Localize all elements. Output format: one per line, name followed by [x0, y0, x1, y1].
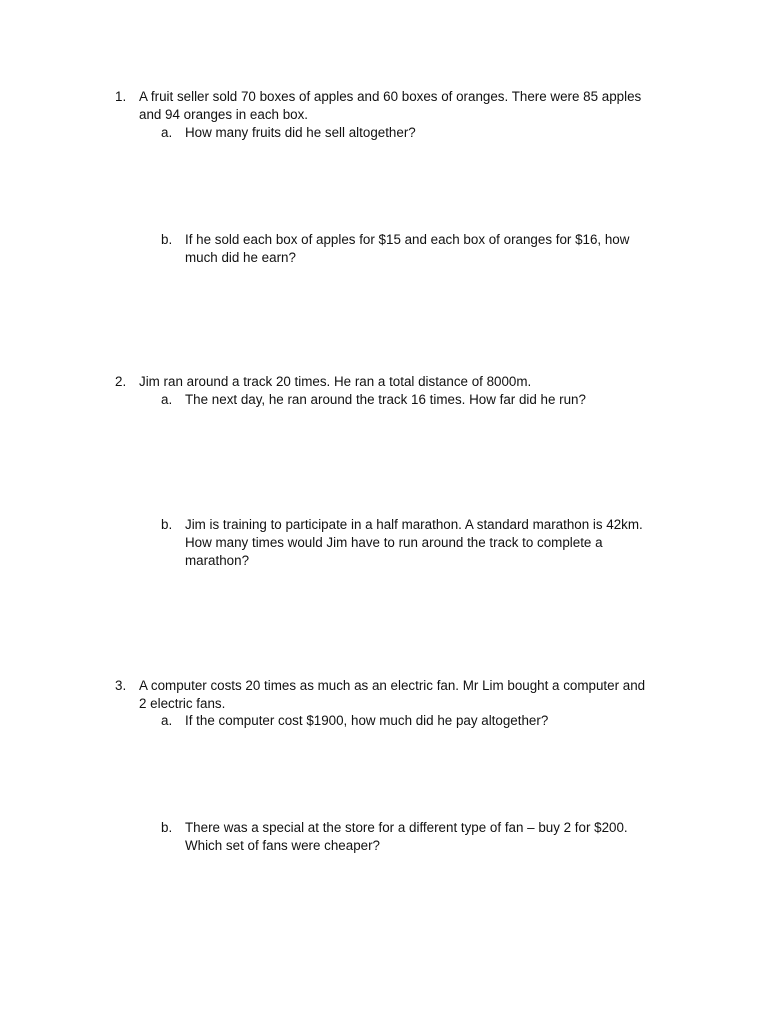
part-text-line: much did he earn?: [185, 250, 296, 265]
part-text-line: How many fruits did he sell altogether?: [185, 125, 416, 140]
question-text-line: and 94 oranges in each box.: [139, 107, 308, 122]
part-label: a.: [161, 125, 173, 140]
part-text-line: There was a special at the store for a different type of fan – buy 2 for $200.: [185, 820, 628, 835]
question-number: 2.: [115, 374, 127, 389]
part-label: b.: [161, 820, 173, 835]
question-number: 1.: [115, 89, 127, 104]
question-number: 3.: [115, 678, 127, 693]
part-label: b.: [161, 232, 173, 247]
part-label: a.: [161, 713, 173, 728]
part-label: b.: [161, 517, 173, 532]
part-text-line: Jim is training to participate in a half marathon. A standard marathon is 42km.: [185, 517, 643, 532]
part-text-line: If the computer cost $1900, how much did he pay altogether?: [185, 713, 549, 728]
question-text-line: Jim ran around a track 20 times. He ran a total distance of 8000m.: [139, 374, 532, 389]
question-text-line: A computer costs 20 times as much as an electric fan. Mr Lim bought a computer and: [139, 678, 646, 693]
part-text-line: marathon?: [185, 553, 250, 568]
part-text-line: Which set of fans were cheaper?: [185, 838, 381, 853]
part-text-line: If he sold each box of apples for $15 and each box of oranges for $16, how: [185, 232, 630, 247]
part-label: a.: [161, 392, 173, 407]
part-text-line: How many times would Jim have to run around the track to complete a: [185, 535, 603, 550]
question-text-line: 2 electric fans.: [139, 696, 226, 711]
part-text-line: The next day, he ran around the track 16 times. How far did he run?: [185, 392, 586, 407]
question-text-line: A fruit seller sold 70 boxes of apples and 60 boxes of oranges. There were 85 apples: [139, 89, 642, 104]
